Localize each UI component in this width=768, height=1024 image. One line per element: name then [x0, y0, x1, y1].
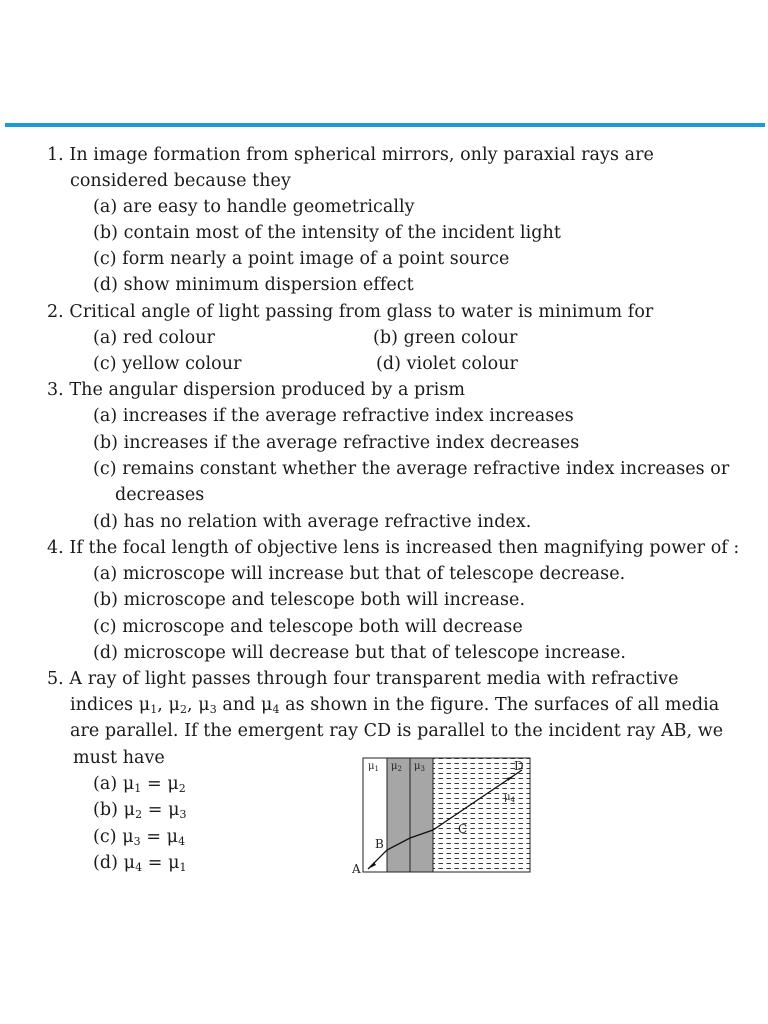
label-point-a: A [352, 862, 361, 876]
q4-option-b: (b) microscope and telescope both will increase. [93, 590, 526, 610]
label-mu3: $\mu_3$ [414, 761, 425, 773]
q2-option-b: (b) green colour [373, 328, 518, 348]
label-point-d: D [514, 759, 524, 773]
medium-1 [363, 758, 387, 872]
q1-stem-cont: considered because they [70, 171, 291, 191]
q2-option-c: (c) yellow colour [93, 354, 242, 374]
q4-stem: 4. If the focal length of objective lens is increased then magnifying power of : [47, 538, 740, 558]
q1-option-d: (d) show minimum dispersion effect [93, 275, 414, 295]
label-mu1: $\mu_1$ [368, 761, 379, 773]
q5-option-d: (d) $\mu_4 = \mu_1$ [93, 853, 187, 874]
q1-option-b: (b) contain most of the intensity of the incident light [93, 223, 561, 243]
q5-option-b: (b) $\mu_2 = \mu_3$ [93, 800, 187, 821]
q3-option-c: (c) remains constant whether the average refractive index increases or [93, 459, 730, 479]
label-point-c: C [458, 822, 468, 836]
q5-stem-cont: are parallel. If the emergent ray CD is parallel to the incident ray AB, we [70, 721, 724, 741]
q5-stem: 5. A ray of light passes through four transparent media with refractive [47, 669, 679, 689]
q2-option-a: (a) red colour [93, 328, 215, 348]
q3-option-c-cont: decreases [115, 485, 205, 505]
header-rule [5, 123, 765, 127]
q2-stem: 2. Critical angle of light passing from glass to water is minimum for [47, 302, 654, 322]
medium-3 [410, 758, 433, 872]
q2-option-d: (d) violet colour [376, 354, 518, 374]
label-mu4: $\mu_4$ [504, 792, 515, 804]
refraction-media-figure [350, 756, 535, 878]
q3-option-d: (d) has no relation with average refractive index. [93, 512, 532, 532]
q3-option-a: (a) increases if the average refractive index increases [93, 406, 574, 426]
label-mu2: $\mu_2$ [391, 761, 402, 773]
q1-option-a: (a) are easy to handle geometrically [93, 197, 415, 217]
q1-stem: 1. In image formation from spherical mirrors, only paraxial rays are [47, 145, 654, 165]
q5-option-c: (c) $\mu_3 = \mu_4$ [93, 827, 186, 848]
q5-stem-indices: indices $\mu_1$, $\mu_2$, $\mu_3$ and $\mu_4$ as shown in the figure. The surfaces of all media [70, 695, 720, 716]
q1-option-c: (c) form nearly a point image of a point source [93, 249, 510, 269]
q4-option-d: (d) microscope will decrease but that of telescope increase. [93, 643, 626, 663]
q3-option-b: (b) increases if the average refractive index decreases [93, 433, 580, 453]
medium-2 [387, 758, 410, 872]
q5-option-a: (a) $\mu_1 = \mu_2$ [93, 774, 186, 795]
q3-stem: 3. The angular dispersion produced by a prism [47, 380, 466, 400]
label-point-b: B [375, 837, 384, 851]
q4-option-c: (c) microscope and telescope both will decrease [93, 617, 523, 637]
q4-option-a: (a) microscope will increase but that of telescope decrease. [93, 564, 626, 584]
q5-stem-end: must have [73, 748, 165, 768]
